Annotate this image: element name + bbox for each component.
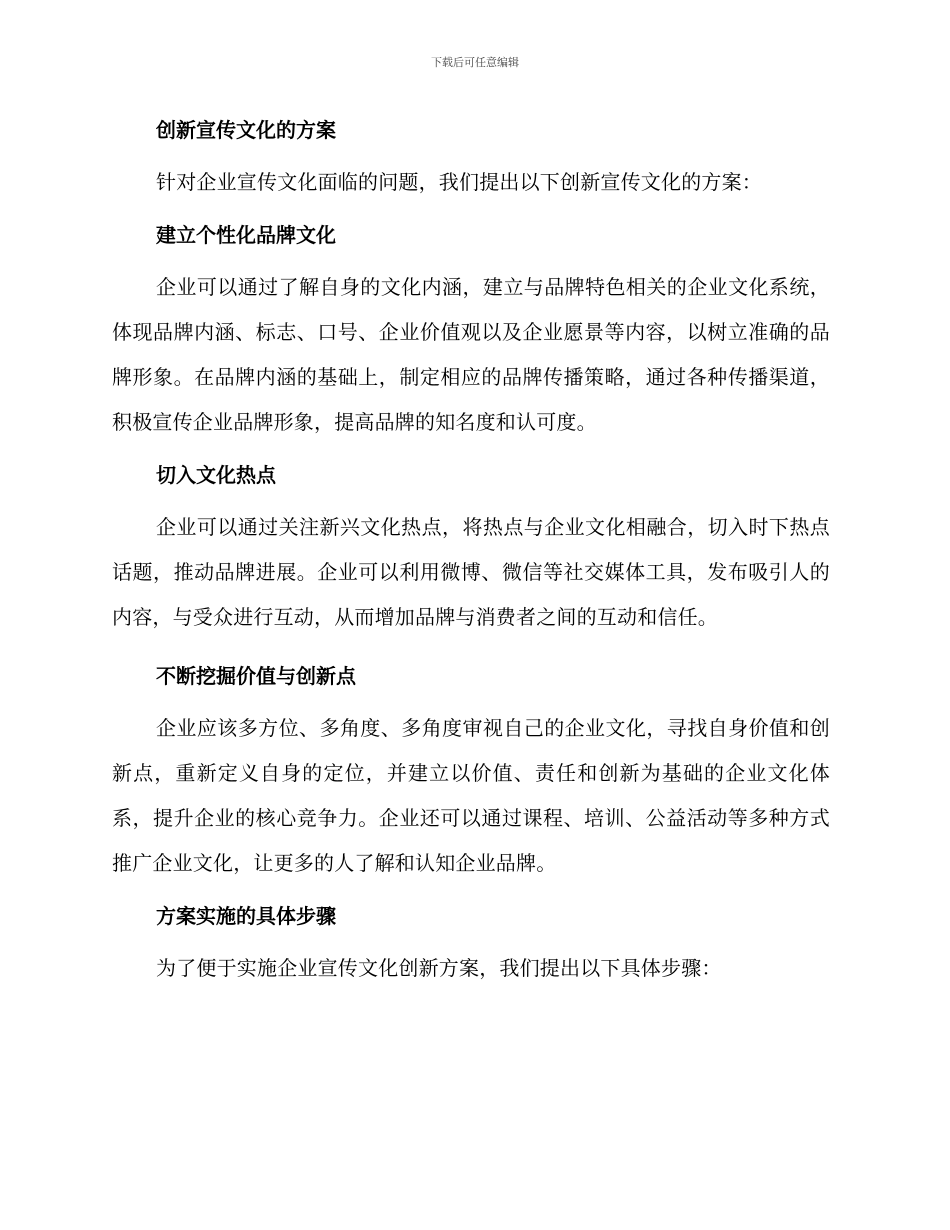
section-heading-innovation-plan: 创新宣传文化的方案 bbox=[156, 118, 336, 142]
paragraph-value-innovation: 企业应该多方位、多角度、多角度审视自己的企业文化，寻找自身价值和创新点，重新定义自身的定位，并建立以价值、责任和创新为基础的企业文化体系，提升企业的核心竞争力。企业还可以通过课程、培训、公益活动等多种方式推广企业文化，让更多的人了解和认知企业品牌。 bbox=[112, 716, 830, 875]
section-heading-culture-hotspots: 切入文化热点 bbox=[156, 463, 276, 487]
section-heading-implementation-steps: 方案实施的具体步骤 bbox=[156, 904, 336, 928]
section-heading-brand-culture: 建立个性化品牌文化 bbox=[156, 223, 336, 247]
document-body bbox=[112, 110, 830, 991]
paragraph-implementation-intro: 为了便于实施企业宣传文化创新方案，我们提出以下具体步骤： bbox=[156, 956, 722, 980]
paragraph-intro: 针对企业宣传文化面临的问题，我们提出以下创新宣传文化的方案： bbox=[156, 170, 762, 194]
paragraph-culture-hotspots: 企业可以通过关注新兴文化热点，将热点与企业文化相融合，切入时下热点话题，推动品牌进展。企业可以利用微博、微信等社交媒体工具，发布吸引人的内容，与受众进行互动，从而增加品牌与消费者之间的互动和信任。 bbox=[112, 515, 830, 629]
header-note: 下载后可任意编辑 bbox=[431, 56, 519, 69]
paragraph-brand-culture: 企业可以通过了解自身的文化内涵，建立与品牌特色相关的企业文化系统，体现品牌内涵、标志、口号、企业价值观以及企业愿景等内容，以树立准确的品牌形象。在品牌内涵的基础上，制定相应的品牌传播策略，通过各种传播渠道，积极宣传企业品牌形象，提高品牌的知名度和认可度。 bbox=[112, 275, 830, 434]
section-heading-value-innovation: 不断挖掘价值与创新点 bbox=[156, 664, 356, 688]
